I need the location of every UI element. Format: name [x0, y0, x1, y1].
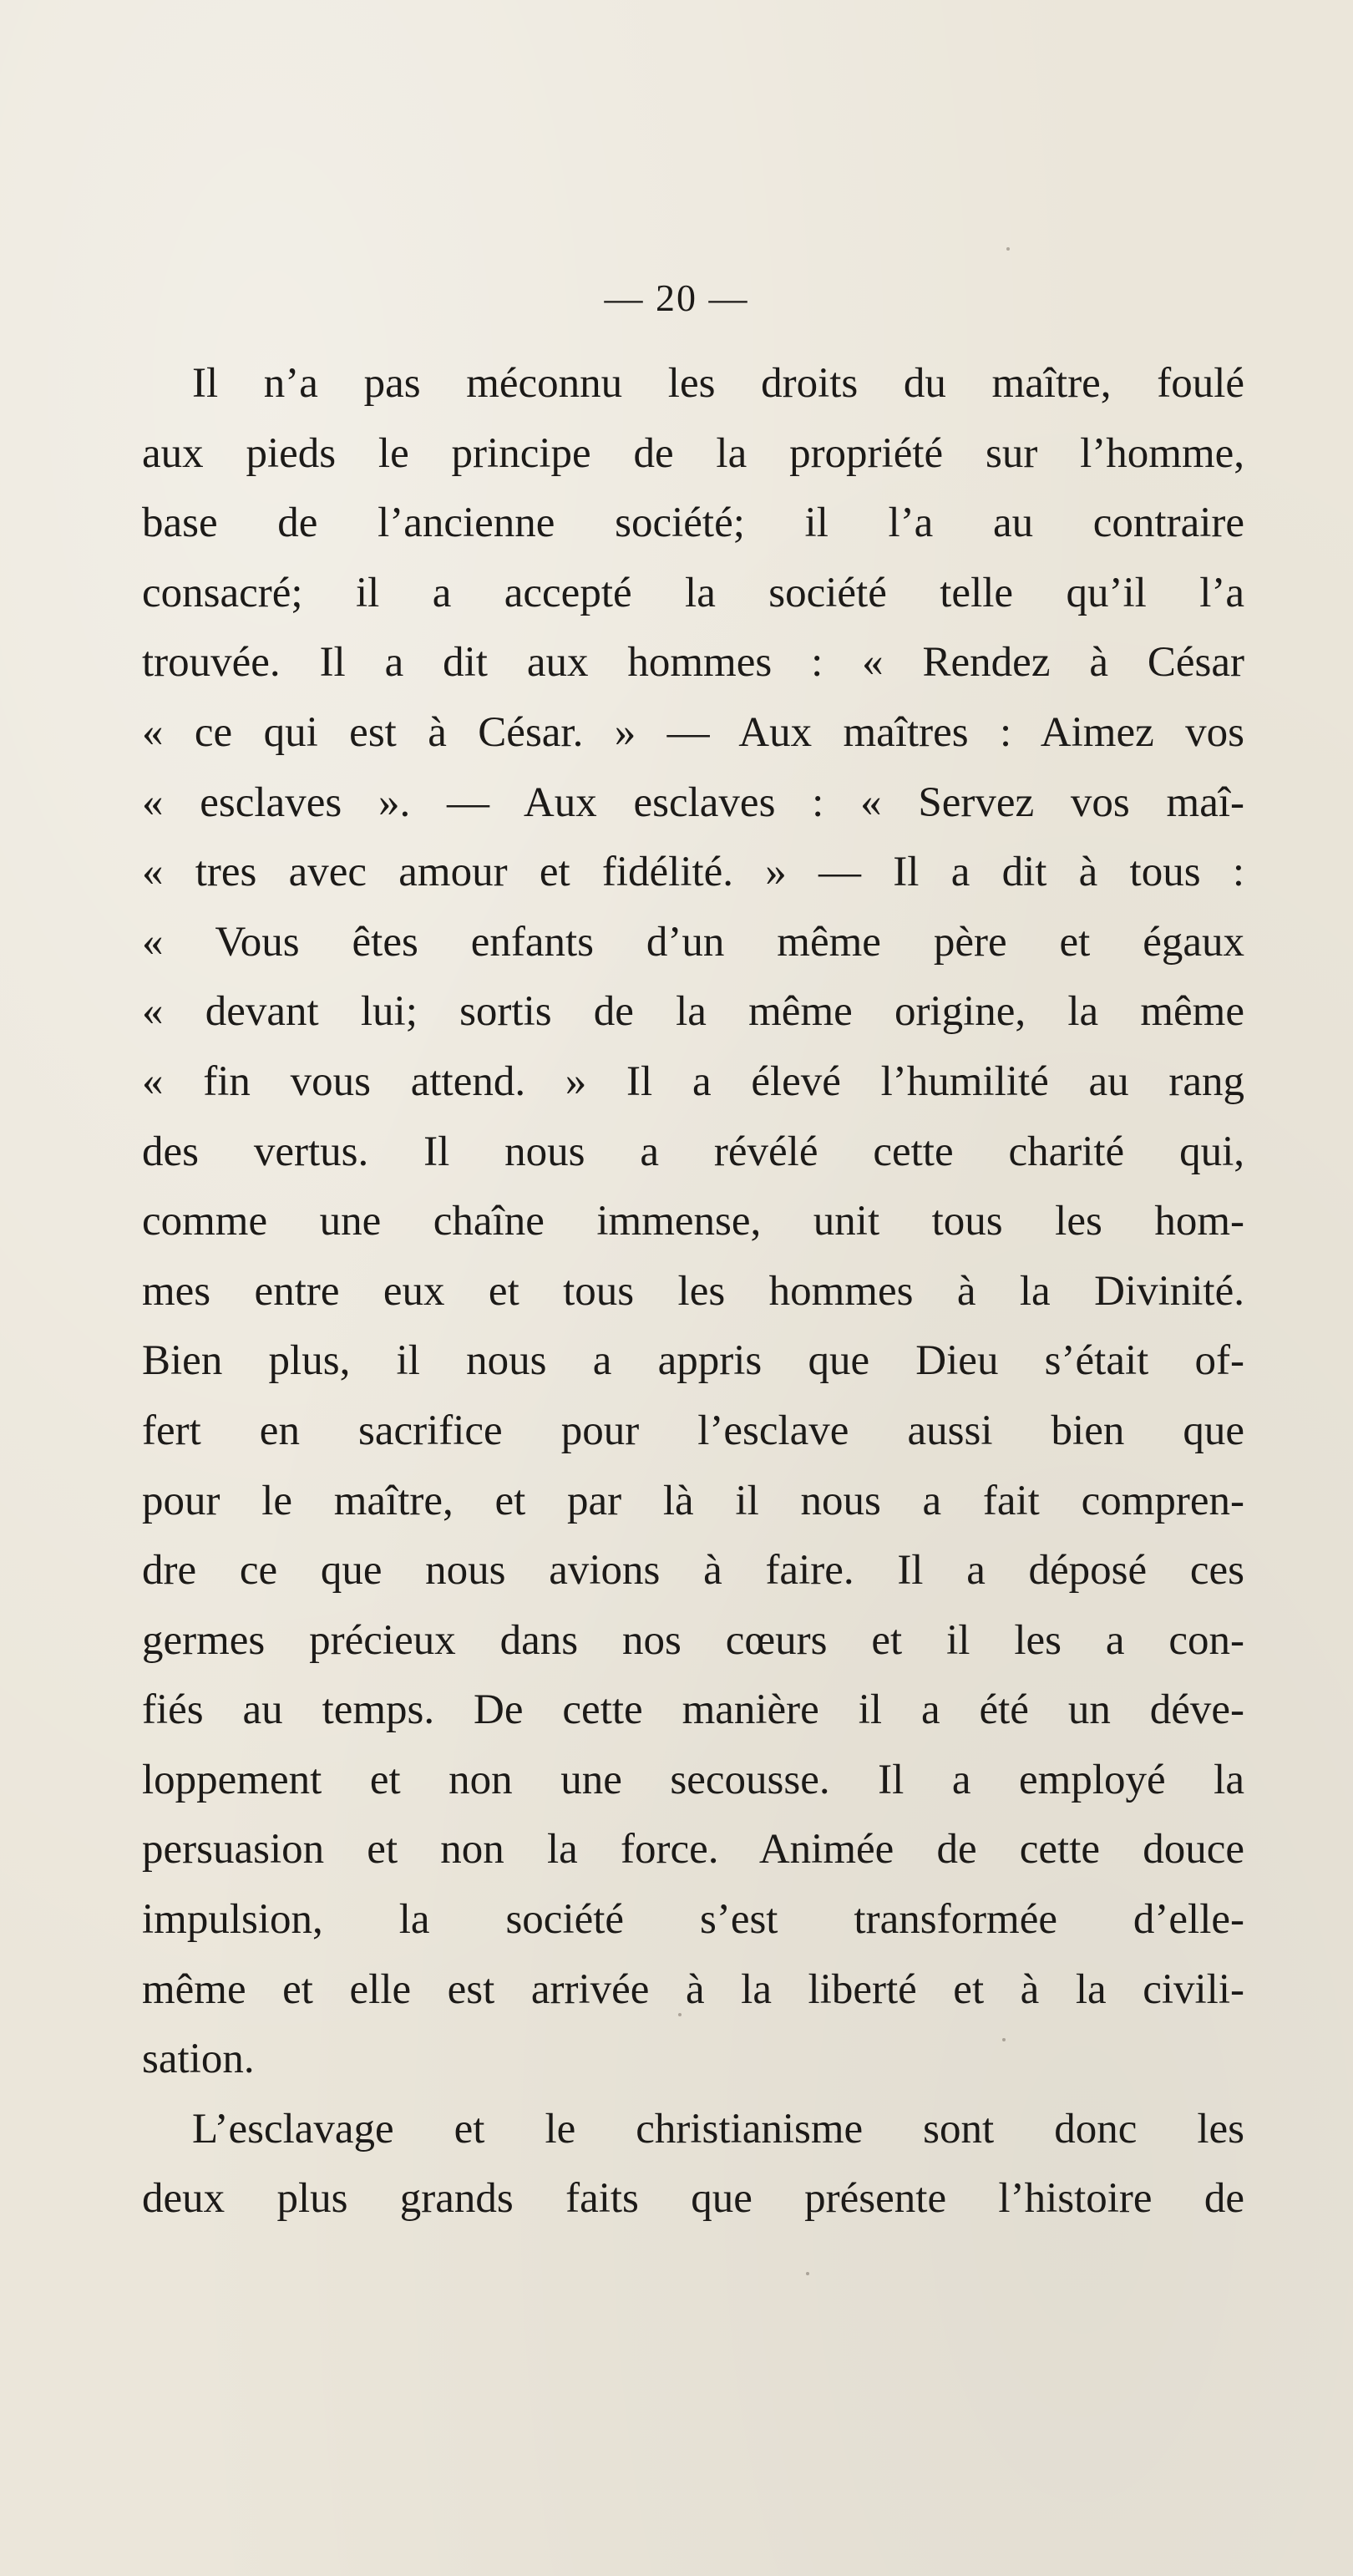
text-line-9: « Vous êtes enfants d’un même père et égaux	[142, 918, 1244, 966]
text-line-10: « devant lui; sortis de la même origine, la même	[142, 988, 1244, 1036]
text-line-6: « ce qui est à César. » — Aux maîtres : Aimez vos	[142, 708, 1244, 756]
text-line-14: mes entre eux et tous les hommes à la Divinité.	[142, 1267, 1244, 1315]
text-line-1: Il n’a pas méconnu les droits du maître, foulé	[192, 360, 1244, 407]
text-line-3: base de l’ancienne société; il l’a au contraire	[142, 499, 1244, 547]
text-line-13: comme une chaîne immense, unit tous les hom-	[142, 1198, 1244, 1245]
text-line-15: Bien plus, il nous a appris que Dieu s’était of-	[142, 1337, 1244, 1385]
text-line-23: impulsion, la société s’est transformée d’elle-	[142, 1896, 1244, 1944]
paper-speck	[806, 2272, 809, 2275]
text-line-18: dre ce que nous avions à faire. Il a déposé ces	[142, 1547, 1244, 1595]
text-line-17: pour le maître, et par là il nous a fait compren-	[142, 1477, 1244, 1524]
text-line-16: fert en sacrifice pour l’esclave aussi bien que	[142, 1407, 1244, 1454]
text-line-21: loppement et non une secousse. Il a employé la	[142, 1756, 1244, 1803]
text-line-7: « esclaves ». — Aux esclaves : « Servez vos maî-	[142, 778, 1244, 826]
text-line-26: L’esclavage et le christianisme sont donc les	[192, 2105, 1244, 2153]
text-line-11: « fin vous attend. » Il a élevé l’humilité au rang	[142, 1057, 1244, 1105]
text-line-22: persuasion et non la force. Animée de cette douce	[142, 1826, 1244, 1874]
text-line-20: fiés au temps. De cette manière il a été un déve-	[142, 1686, 1244, 1734]
paper-speck	[1006, 247, 1010, 251]
text-line-25: sation.	[142, 2036, 255, 2083]
paper-speck	[1002, 2038, 1006, 2041]
text-line-2: aux pieds le principe de la propriété sur l’homme,	[142, 429, 1244, 477]
page-number: — 20 —	[604, 276, 749, 319]
body-text	[142, 349, 1244, 2234]
text-line-24: même et elle est arrivée à la liberté et à la civili-	[142, 1965, 1244, 2013]
text-line-27: deux plus grands faits que présente l’histoire de	[142, 2175, 1244, 2223]
paper-speck	[678, 2013, 682, 2016]
text-line-5: trouvée. Il a dit aux hommes : « Rendez à César	[142, 639, 1244, 687]
text-line-19: germes précieux dans nos cœurs et il les a con-	[142, 1616, 1244, 1664]
text-line-12: des vertus. Il nous a révélé cette charité qui,	[142, 1128, 1244, 1175]
text-line-8: « tres avec amour et fidélité. » — Il a dit à tous :	[142, 849, 1244, 896]
text-line-4: consacré; il a accepté la société telle qu’il l’a	[142, 569, 1244, 616]
